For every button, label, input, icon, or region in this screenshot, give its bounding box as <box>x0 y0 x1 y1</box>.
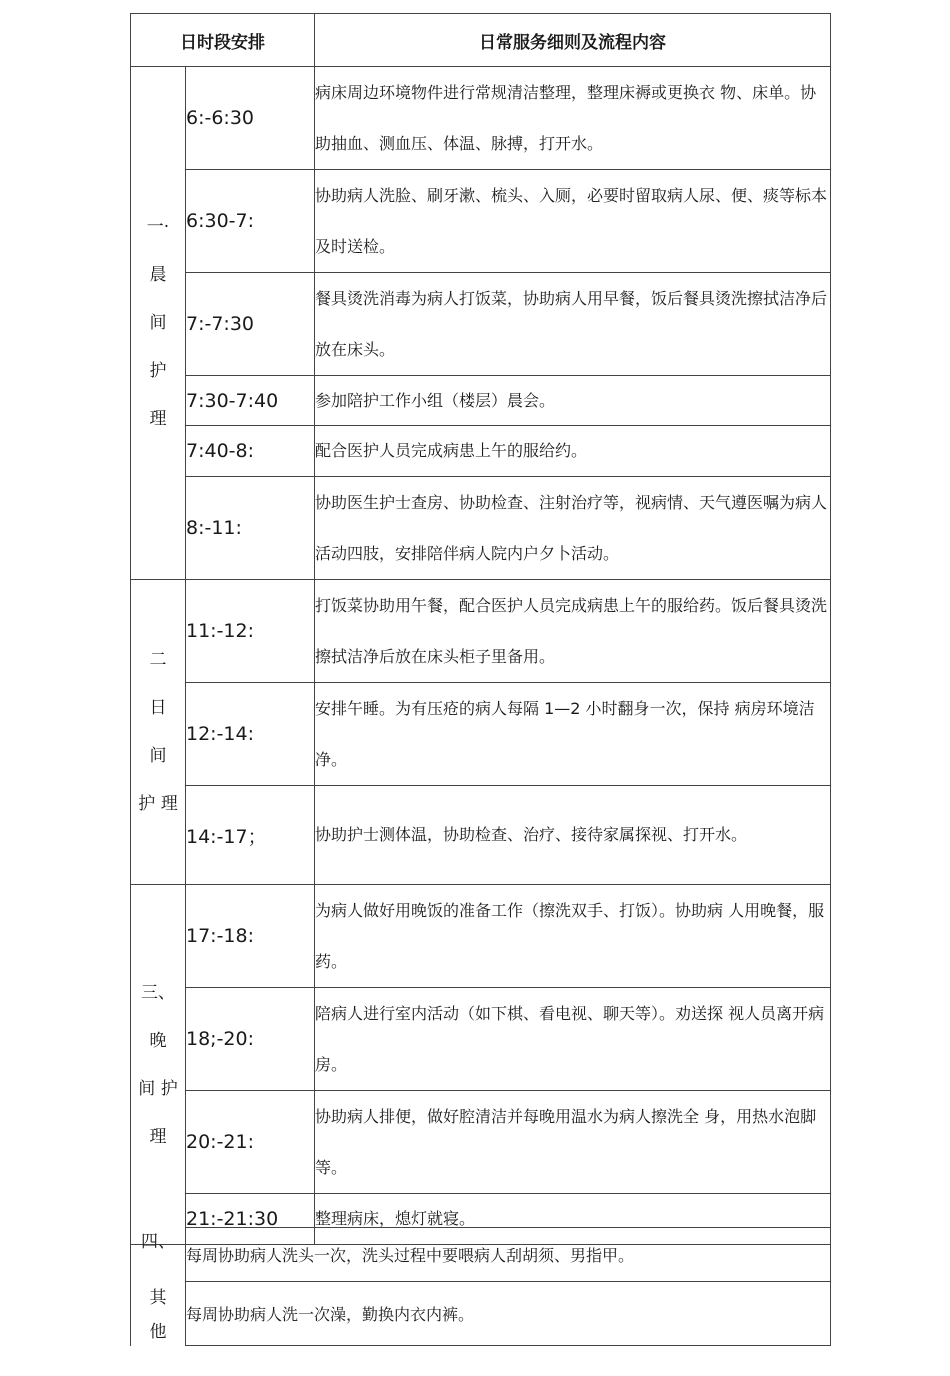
care-schedule-table <box>130 13 831 1245</box>
service-description: 整理病床，熄灯就寝。 <box>315 1194 831 1245</box>
table-row <box>131 786 831 885</box>
time-slot: 6:30-7: <box>186 170 315 273</box>
time-slot: 20:-21: <box>186 1091 315 1194</box>
table-header-row <box>131 14 831 67</box>
time-slot: 14:-17； <box>186 786 315 885</box>
table-row <box>131 477 831 580</box>
table-row <box>131 1281 831 1345</box>
service-description: 为病人做好用晚饭的准备工作（擦洗双手、打饭）。协助病 人用晚餐，服药。 <box>315 885 831 988</box>
time-slot: 12:-14: <box>186 683 315 786</box>
table-row <box>131 273 831 376</box>
time-slot: 17:-18: <box>186 885 315 988</box>
section-label-other: 四、 其 他 <box>131 1228 186 1346</box>
section-label-evening: 三、 晚 间 护 理 <box>131 885 186 1245</box>
service-description: 病床周边环境物件进行常规清洁整理，整理床褥或更换衣 物、床单。协助抽血、测血压、体温、脉搏，打开水。 <box>315 67 831 170</box>
section-label-daytime: 二 日 间 护 理 <box>131 580 186 885</box>
time-slot: 7:40-8: <box>186 426 315 477</box>
table-row <box>131 67 831 170</box>
service-description: 陪病人进行室内活动（如下棋、看电视、聊天等）。劝送探 视人员离开病房。 <box>315 988 831 1091</box>
service-description: 协助病人洗脸、刷牙漱、梳头、入厕，必要时留取病人尿、便、痰等标本及时送检。 <box>315 170 831 273</box>
table-row <box>131 376 831 426</box>
other-task-description: 每周协助病人洗头一次，洗头过程中要喂病人刮胡须、男指甲。 <box>186 1228 831 1282</box>
time-slot: 18;-20: <box>186 988 315 1091</box>
other-task-description: 每周协助病人洗一次澡，勤换内衣内裤。 <box>186 1281 831 1345</box>
table-row <box>131 1091 831 1194</box>
time-slot: 6:-6:30 <box>186 67 315 170</box>
table-row <box>131 580 831 683</box>
service-description: 协助病人排便，做好腔清洁并每晚用温水为病人擦洗全 身，用热水泡脚等。 <box>315 1091 831 1194</box>
time-slot: 21:-21:30 <box>186 1194 315 1245</box>
time-slot: 7:-7:30 <box>186 273 315 376</box>
table-row <box>131 885 831 988</box>
table-row <box>131 683 831 786</box>
header-service-content: 日常服务细则及流程内容 <box>315 14 831 67</box>
service-description: 打饭菜协助用午餐，配合医护人员完成病患上午的服给药。饭后餐具烫洗擦拭洁净后放在床头柜子里备用。 <box>315 580 831 683</box>
service-description: 安排午睡。为有压疮的病人每隔 1—2 小时翻身一次，保持 病房环境洁净。 <box>315 683 831 786</box>
table-row <box>131 426 831 477</box>
table-row <box>131 170 831 273</box>
service-description: 配合医护人员完成病患上午的服给约。 <box>315 426 831 477</box>
service-description: 协助护士测体温，协助检查、治疗、接待家属探视、打开水。 <box>315 786 831 885</box>
service-description: 参加陪护工作小组（楼层）晨会。 <box>315 376 831 426</box>
time-slot: 11:-12: <box>186 580 315 683</box>
table-row <box>131 988 831 1091</box>
service-description: 餐具烫洗消毒为病人打饭菜，协助病人用早餐，饭后餐具烫洗擦拭洁净后放在床头。 <box>315 273 831 376</box>
other-tasks-table <box>130 1227 831 1346</box>
section-label-morning: 一· 晨 间 护 理 <box>131 67 186 580</box>
service-description: 协助医生护士查房、协助检查、注射治疗等，视病情、天气遵医嘱为病人活动四肢，安排陪伴病人院内户夕卜活动。 <box>315 477 831 580</box>
table-row <box>131 1228 831 1282</box>
time-slot: 7:30-7:40 <box>186 376 315 426</box>
header-time-slot: 日时段安排 <box>131 14 315 67</box>
time-slot: 8:-11: <box>186 477 315 580</box>
